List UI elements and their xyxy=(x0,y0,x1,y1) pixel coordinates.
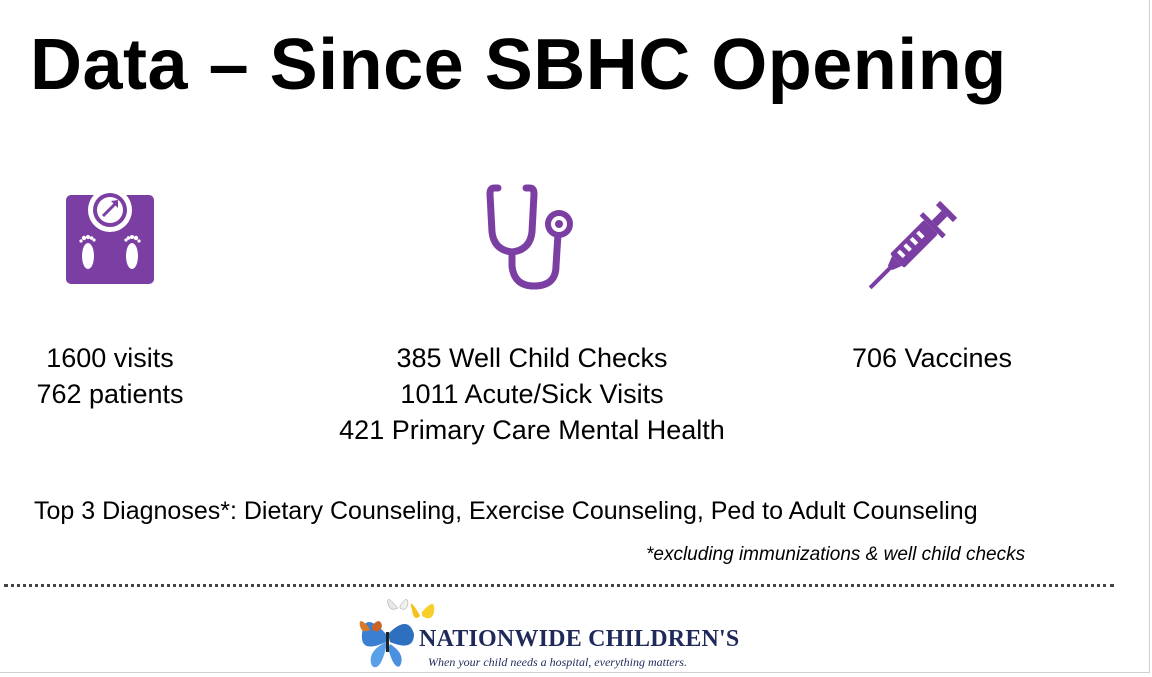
slide-title: Data – Since SBHC Opening xyxy=(30,25,1007,105)
syringe-icon xyxy=(860,190,968,298)
scale-icon xyxy=(66,186,154,284)
stat-well-child-checks: 385 Well Child Checks xyxy=(396,343,668,373)
logo-tagline: When your child needs a hospital, everything matters. xyxy=(428,655,687,669)
nationwide-childrens-logo xyxy=(356,590,740,677)
stat-patients: 762 patients xyxy=(36,379,184,409)
stat-acute-sick-visits: 1011 Acute/Sick Visits xyxy=(400,379,664,409)
stat-visits: 1600 visits xyxy=(46,343,174,373)
divider xyxy=(4,584,1114,587)
stats-visit-types xyxy=(282,340,782,448)
stats-visits-patients xyxy=(10,340,210,412)
top-diagnoses: Top 3 Diagnoses*: Dietary Counseling, Exercise Counseling, Ped to Adult Counseling xyxy=(34,497,978,525)
stat-mental-health: 421 Primary Care Mental Health xyxy=(339,415,725,445)
stethoscope-icon xyxy=(486,182,578,294)
logo-name: NATIONWIDE CHILDREN'S xyxy=(419,626,740,652)
footnote: *excluding immunizations & well child checks xyxy=(646,544,1026,565)
stats-vaccines xyxy=(802,340,1062,376)
stat-vaccines: 706 Vaccines xyxy=(851,343,1013,373)
